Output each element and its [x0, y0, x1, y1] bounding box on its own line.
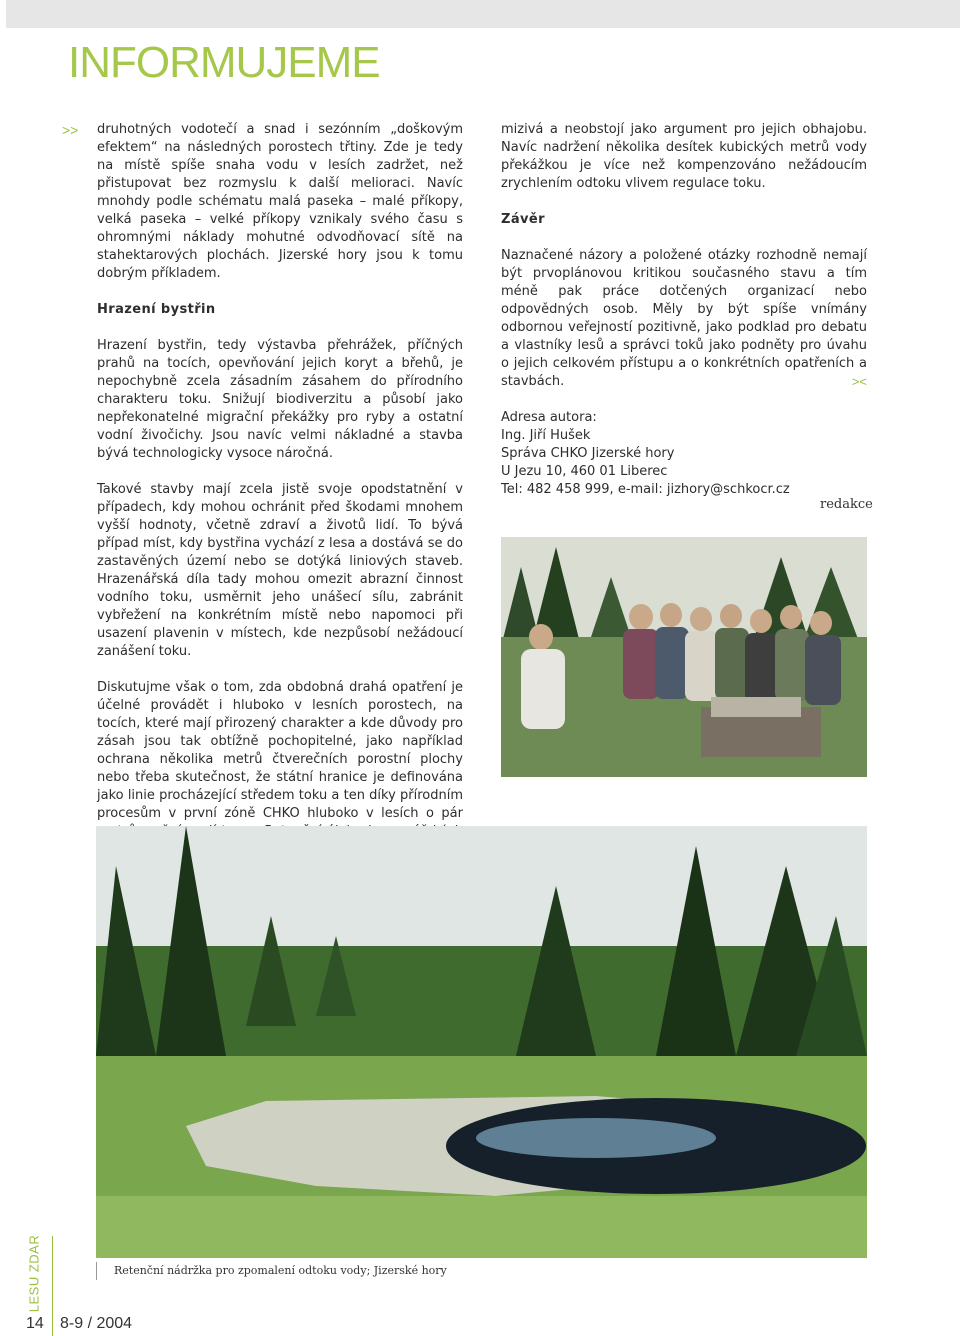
paragraph: Hrazení bystřin, tedy výstavba přehrážek, příčných prahů na tocích, opevňování jejich koryt a břehů, je nepochybně zcela zásadním zásahem do přírodního charakteru toku. Snižují biodiverzitu a působí jako nepřekonatelné migrační překážky pro ryby a ostatní vodní živočichy. Jsou navíc velmi nákladné a stavba bývá technologicky vysoce náročná. — [97, 338, 463, 461]
address-line: U Jezu 10, 460 01 Liberec — [501, 464, 668, 479]
paragraph — [501, 247, 867, 391]
credit: redakce — [820, 497, 873, 512]
paragraph: Takové stavby mají zcela jistě svoje opodstatnění v případech, kdy mohou ochránit před škodami mnohem vyšší hodnoty, včetně zdraví a životů lidí. To bývá případ míst, kdy bystřina vychází z lesa a dostává se do zastavěných území nebo se dotýká liniových staveb. Hrazenářská díla tady mohou omezit abrazní činnost vodního toku, usměrnit jeho unášecí sílu, zabránit vybřežení na konkrétním místě nebo napomoci při usazení plavenin v místech, kde nezpůsobí nežádoucí zanášení toku. — [97, 482, 463, 659]
start-marker: >> — [62, 122, 79, 138]
photo-caption: Retenční nádržka pro zpomalení odtoku vody; Jizerské hory — [114, 1264, 447, 1277]
top-bar — [6, 0, 960, 28]
address-line: Ing. Jiří Hušek — [501, 428, 591, 443]
address-line: Správa CHKO Jizerské hory — [501, 446, 675, 461]
caption-rule — [96, 1262, 97, 1280]
paragraph: Diskutujme však o tom, zda obdobná drahá opatření je účelné provádět i hluboko v lesních porostech, na tocích, které mají přirozený charakter a kde důvody pro zásah jsou tak obtížně pochopitelné, jako například ochrana několika metrů čtverečních porostní plochy nebo třeba skutečnost, že státní hranice je definována jako linie procházející středem toku a ten díky přírodním procesům v první zóně CHKO hluboko v lesích o pár — [97, 680, 463, 821]
paragraph: druhotných vodotečí a snad i sezónním „doškovým efektem“ na následných porostech třtiny. Zde je tedy na místě spíše snaha vodu v lesích zadržet, než přistupovat bez rozmyslu k další melioraci. Navíc mnohdy podle schématu malá paseka – malé příkopy, velká paseka – velké příkopy vznikaly svého času s ohromnými náklady mohutné odvodňovací sítě na stahektarových plochách. Jizerské hory jsou k tomu dobrým příkladem. — [97, 122, 463, 281]
page-number: 14 — [26, 1315, 44, 1332]
end-marker: >< — [851, 374, 867, 389]
right-column — [501, 121, 867, 499]
left-column — [97, 121, 463, 877]
subheading: Hrazení bystřin — [97, 302, 216, 317]
issue-number: 8-9 / 2004 — [60, 1315, 133, 1332]
paragraph: mizivá a neobstojí jako argument pro jejich obhajobu. Navíc nadržení několika desítek kubických metrů vody překážkou je více než kompenzováno nežádoucím zrychlením odtoku vlivem regulace toku. — [501, 122, 867, 191]
group-photo — [501, 537, 867, 777]
pond-photo — [96, 826, 867, 1258]
section-title: INFORMUJEME — [68, 38, 380, 87]
address-line: Tel: 482 458 999, e-mail: jizhory@schkocr.cz — [501, 482, 790, 497]
address-line: Adresa autora: — [501, 410, 597, 425]
author-address — [501, 409, 867, 499]
conclusion-text: Naznačené názory a položené otázky rozhodně nemají být prvoplánovou kritikou současného stavu a tím méně pak práce dotčených organizací nebo odpovědných osob. Měly by být spíše vnímány odbornou veřejností pozitivně, jako podklad pro debatu a vlastníky lesů a správci toků jako podněty pro úvahu o jejich celkovém přístupu a o konkrétních opatřeních a stavbách. — [501, 248, 867, 389]
brand-text: LESU ZDAR — [26, 1234, 42, 1313]
footer-divider — [52, 1236, 53, 1336]
subheading: Závěr — [501, 212, 545, 227]
brand-vertical — [24, 1236, 44, 1316]
